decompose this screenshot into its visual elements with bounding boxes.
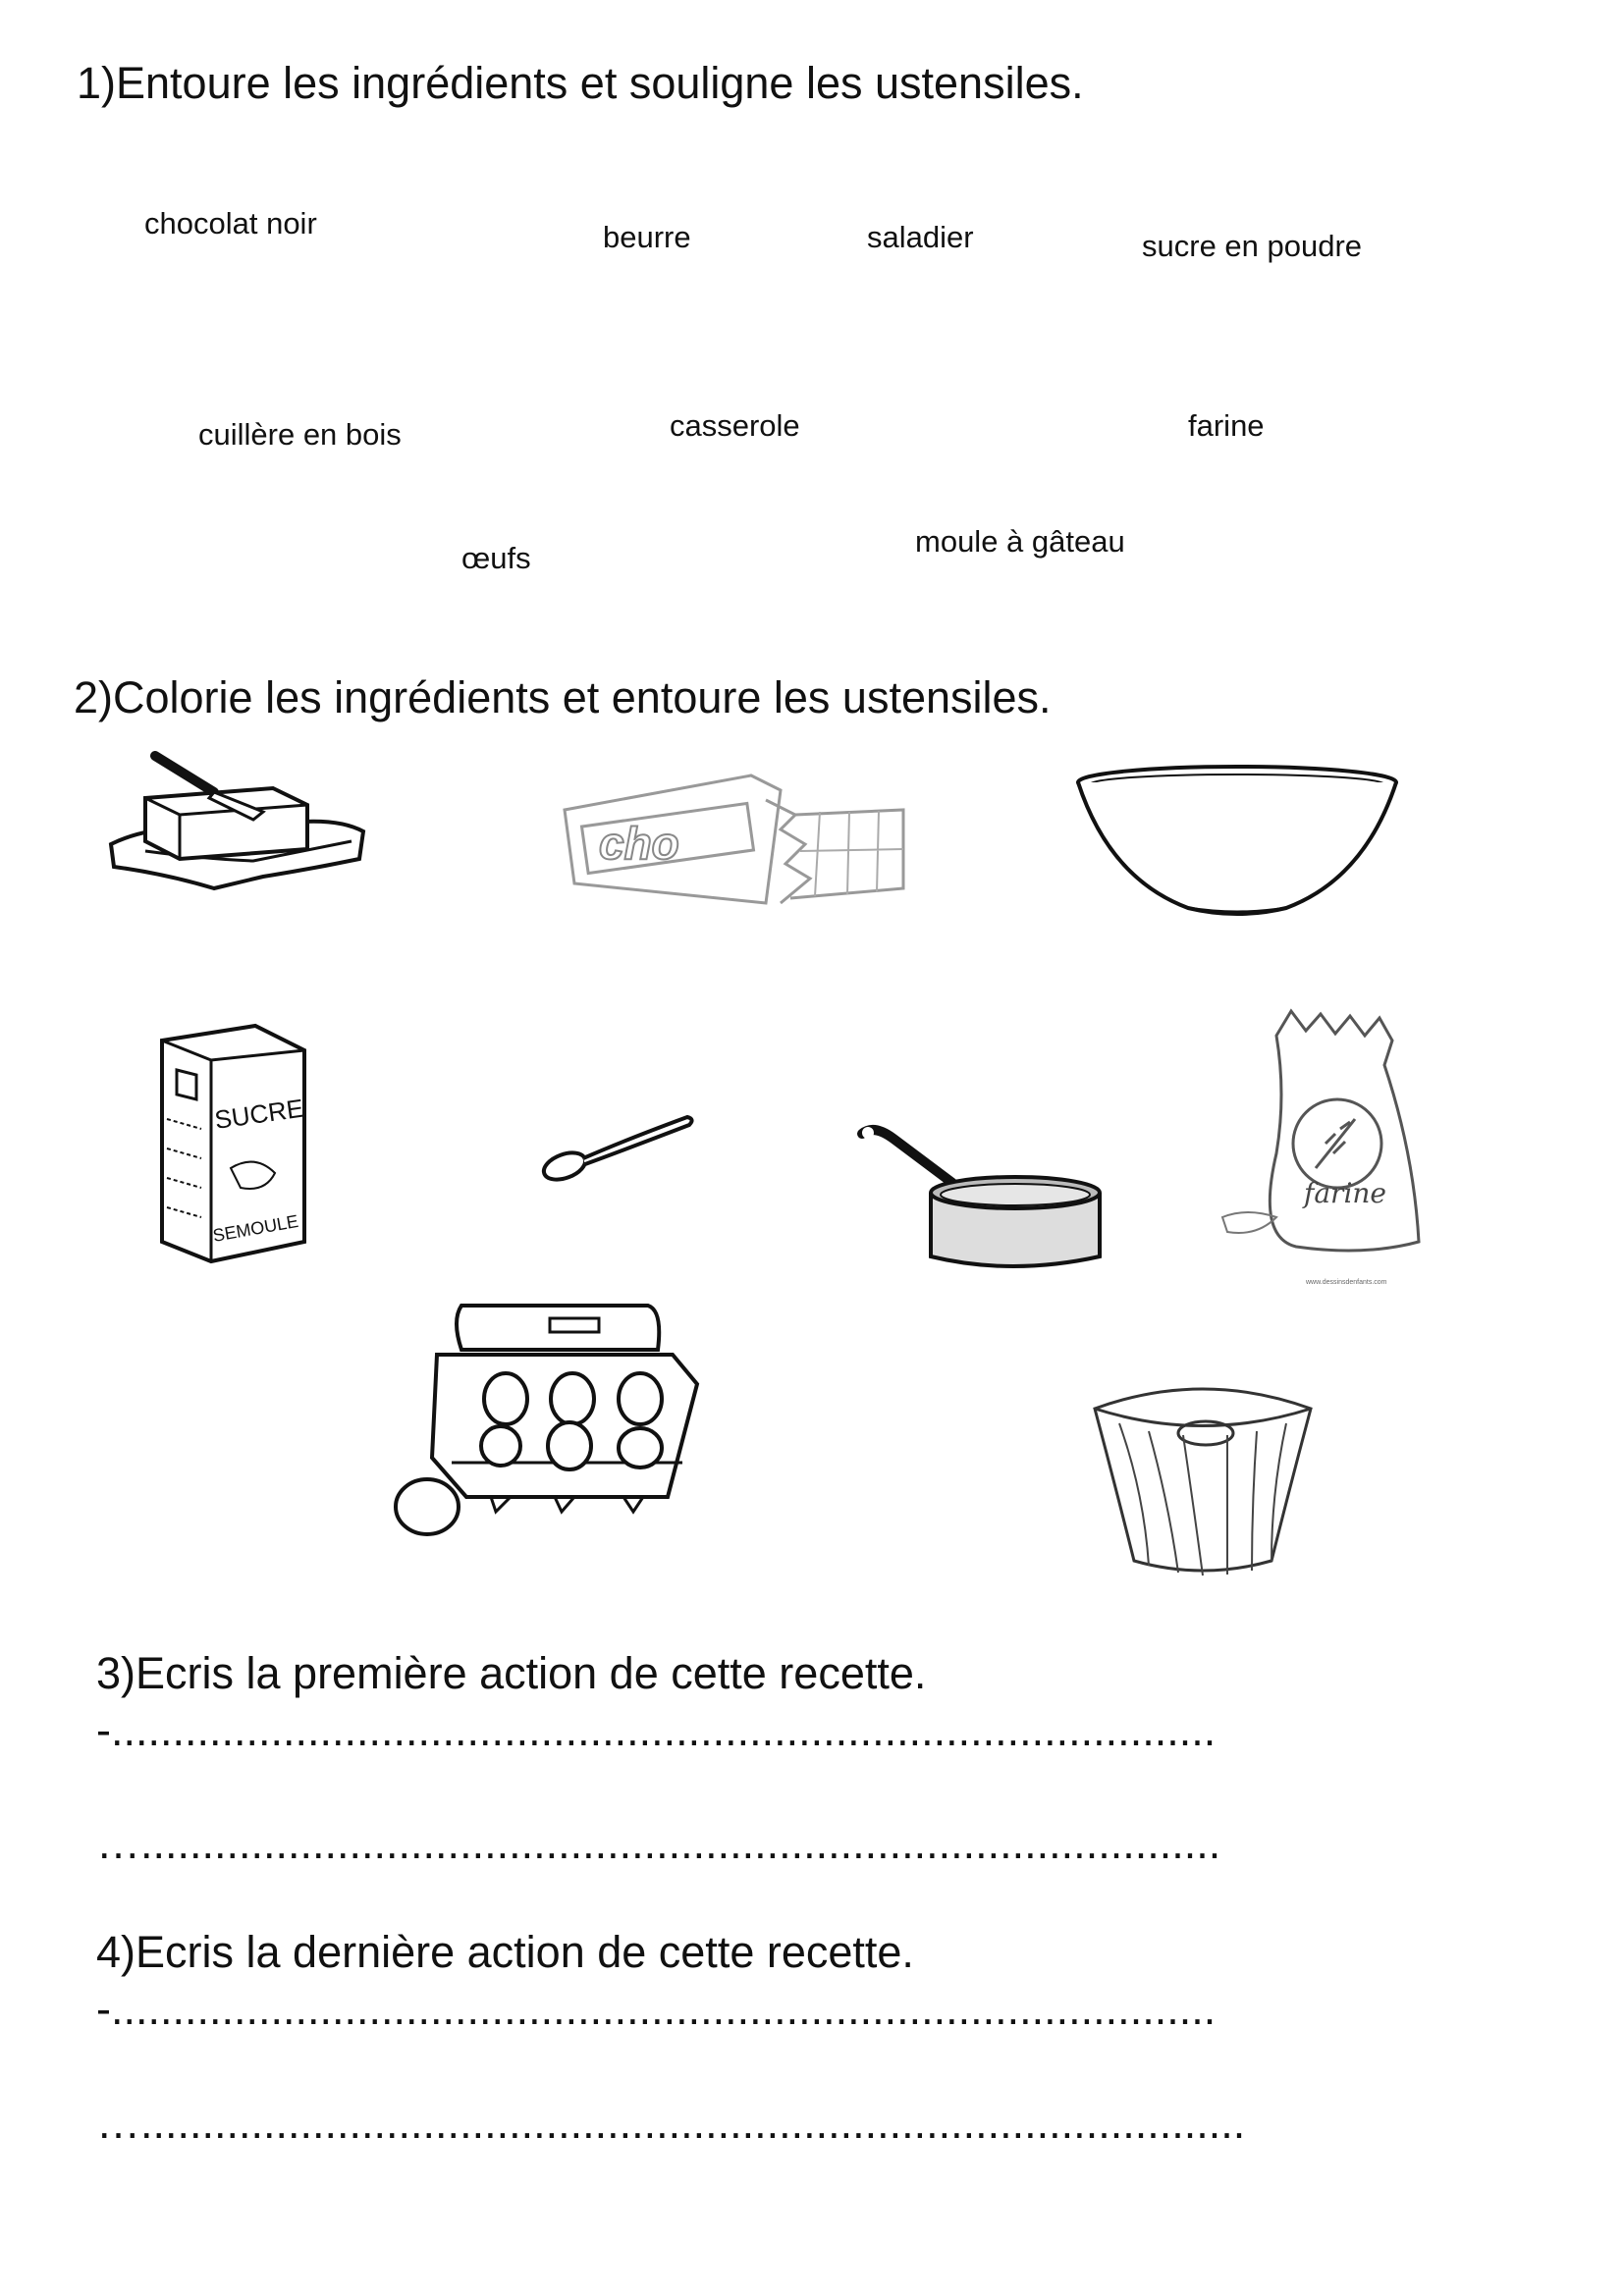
chocolate-label: cho — [599, 818, 679, 869]
flour-bag-icon — [1217, 1006, 1463, 1291]
egg-carton-icon — [393, 1301, 717, 1546]
word-farine[interactable]: farine — [1188, 408, 1265, 443]
chocolate-picture[interactable] — [555, 771, 913, 918]
answer-3-line-2[interactable]: …........................................................................................ — [96, 1821, 1221, 1865]
saucepan-icon — [854, 1119, 1109, 1276]
question-2-title: 2)Colorie les ingrédients et entoure les ustensiles. — [74, 672, 1052, 722]
chocolate-bar-icon — [555, 771, 913, 918]
cake-mould-icon — [1090, 1384, 1316, 1580]
word-sucre-en-poudre[interactable]: sucre en poudre — [1142, 229, 1363, 263]
sugar-box-icon — [157, 1021, 314, 1266]
flour-credit: www.dessinsdenfants.com — [1306, 1279, 1387, 1286]
spoon-picture[interactable] — [540, 1109, 697, 1188]
saucepan-picture[interactable] — [854, 1119, 1109, 1276]
answer-4-line-2[interactable]: ….......................................................................................... — [96, 2101, 1246, 2145]
wooden-spoon-icon — [540, 1109, 697, 1188]
question-4-title: 4)Ecris la dernière action de cette recette. — [96, 1927, 914, 1977]
sugar-sub-label: SEMOULE — [211, 1210, 300, 1246]
sugar-label: SUCRE — [212, 1093, 305, 1135]
word-saladier[interactable]: saladier — [867, 220, 974, 254]
answer-3-line-1[interactable]: -.......................................................................................... — [96, 1708, 1217, 1752]
salad-bowl-icon — [1070, 761, 1404, 928]
sugar-picture[interactable] — [157, 1021, 314, 1266]
answer-4-line-1[interactable]: -.......................................................................................... — [96, 1987, 1217, 2031]
question-1-title: 1)Entoure les ingrédients et souligne les ustensiles. — [77, 58, 1084, 108]
bowl-picture[interactable] — [1070, 761, 1404, 928]
word-beurre[interactable]: beurre — [603, 220, 691, 254]
word-casserole[interactable]: casserole — [670, 408, 800, 443]
butter-icon — [106, 751, 371, 898]
cake-mould-picture[interactable] — [1090, 1384, 1316, 1580]
word-chocolat-noir[interactable]: chocolat noir — [144, 206, 317, 240]
word-moule-a-gateau[interactable]: moule à gâteau — [915, 524, 1125, 559]
word-cuillere-en-bois[interactable]: cuillère en bois — [198, 417, 402, 452]
word-oeufs[interactable]: œufs — [461, 541, 531, 575]
question-3-title: 3)Ecris la première action de cette recette. — [96, 1648, 927, 1698]
butter-picture[interactable] — [106, 751, 371, 898]
flour-label: farine — [1304, 1177, 1386, 1209]
flour-picture[interactable] — [1217, 1006, 1463, 1291]
eggs-picture[interactable] — [393, 1301, 717, 1546]
